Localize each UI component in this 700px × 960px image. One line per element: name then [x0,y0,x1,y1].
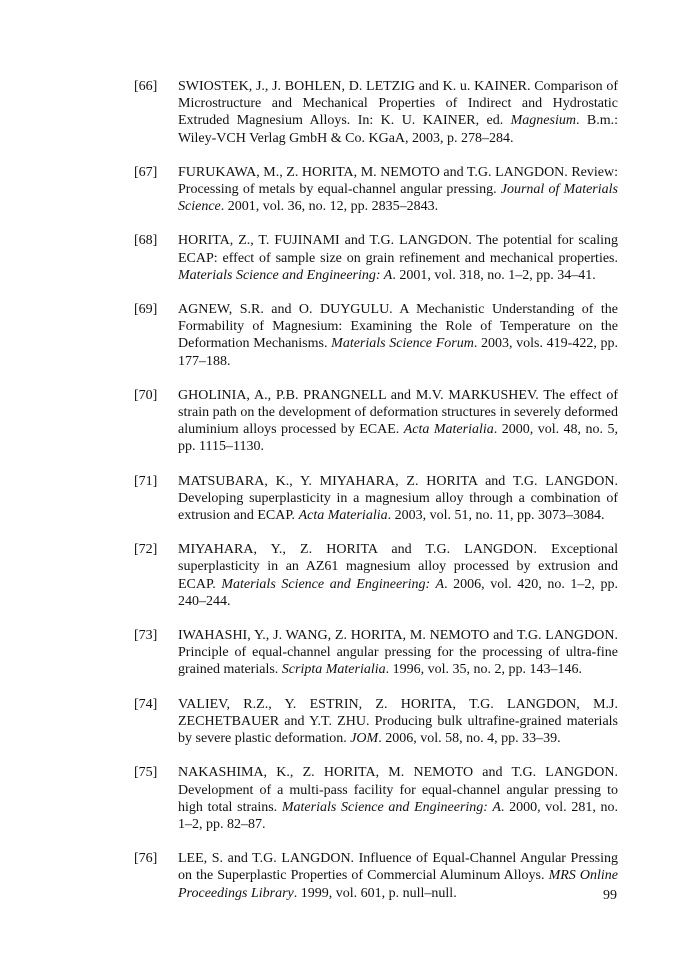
reference-entry [134,387,619,456]
reference-source: Materials Science Forum [331,336,474,352]
reference-number: [71] [134,473,158,489]
reference-entry [134,541,619,610]
reference-details: . B.m.: Wiley-VCH Verlag GmbH & Co. KGaA, 2003, p. 278–284. [178,113,618,146]
reference-source: JOM [350,731,379,747]
reference-source: Acta Materialia [403,422,494,438]
reference-number: [72] [134,542,158,558]
reference-text: NAKASHIMA, K., Z. HORITA, M. NEMOTO and T.G. LANGDON. Development of a multi-pass facility for equal-channel angular pressing to high total strains. [178,765,618,815]
reference-entry [134,473,618,525]
reference-details: . 2003, vols. 419-422, pp. 177–188. [178,336,619,369]
reference-text: FURUKAWA, M., Z. HORITA, M. NEMOTO and T.G. LANGDON. Review: Processing of metals by equal-channel angular pressing. [178,164,618,198]
reference-list [0,78,700,919]
reference-text: VALIEV, R.Z., Y. ESTRIN, Z. HORITA, T.G. LANGDON, M.J. ZECHETBAUER and Y.T. ZHU. Producing bulk ultrafine-grained materials by severe plastic deformation. [178,696,618,747]
reference-details: . 1999, vol. 601, p. null–null. [293,885,457,901]
reference-text: GHOLINIA, A., P.B. PRANGNELL and M.V. MARKUSHEV. The effect of strain path on the development of deformation structures in severely deformed aluminium alloys processed by ECAE. [178,387,618,438]
reference-source: Materials Science and Engineering: A [221,576,445,592]
reference-number: [67] [134,164,158,180]
reference-details: . 2006, vol. 58, no. 4, pp. 33–39. [378,731,561,747]
reference-text: LEE, S. and T.G. LANGDON. Influence of Equal-Channel Angular Pressing on the Superplastic Properties of Commercial Aluminum Alloys. [178,851,618,884]
reference-number: [74] [134,696,158,712]
reference-number: [75] [134,765,158,781]
reference-source: MRS Online Proceedings Library [178,868,618,901]
reference-text: HORITA, Z., T. FUJINAMI and T.G. LANGDON. The potential for scaling ECAP: effect of sample size on grain refinement and mechanical properties. [178,233,618,266]
reference-details: . 1996, vol. 35, no. 2, pp. 143–146. [385,662,583,678]
reference-text: AGNEW, S.R. and O. DUYGULU. A Mechanistic Understanding of the Formability of Magnesium: Examining the Role of Temperature on the Deformation Mechanisms. [178,302,618,352]
reference-details: . 2003, vol. 51, no. 11, pp. 3073–3084. [387,508,605,524]
reference-entry [134,850,618,902]
reference-source: Materials Science and Engineering: A [178,267,393,283]
reference-details: . 2001, vol. 36, no. 12, pp. 2835–2843. [220,199,439,215]
reference-details: . 2001, vol. 318, no. 1–2, pp. 34–41. [392,267,596,283]
reference-details: . 2006, vol. 420, no. 1–2, pp. 240–244. [178,576,619,609]
reference-entry [134,764,619,833]
reference-number: [69] [134,302,158,318]
reference-text: SWIOSTEK, J., J. BOHLEN, D. LETZIG and K. u. KAINER. Comparison of Microstructure and Mechanical Properties of Indirect and Hydrostatic Extruded Magnesium Alloys. In: K. U. KAINER, ed. [178,79,618,129]
reference-entry [134,627,618,679]
reference-source: Magnesium [510,113,576,129]
reference-details: . 2000, vol. 48, no. 5, pp. 1115–1130. [178,422,619,455]
reference-source: Journal of Materials Science [178,182,618,215]
reference-entry [134,78,618,147]
reference-entry [134,232,618,284]
reference-number: [73] [134,628,158,644]
reference-source: Materials Science and Engineering: A [281,799,501,815]
reference-number: [66] [134,79,158,94]
reference-number: [68] [134,233,158,249]
reference-entry [134,301,619,370]
reference-text: MATSUBARA, K., Y. MIYAHARA, Z. HORITA and T.G. LANGDON. Developing superplasticity in a magnesium alloy through a combination of extrusion and ECAP. [178,473,618,524]
page-number: 99 [603,888,617,903]
reference-source: Scripta Materialia [281,662,386,678]
reference-text: MIYAHARA, Y., Z. HORITA and T.G. LANGDON. Exceptional superplasticity in an AZ61 magnesium alloy processed by extrusion and ECAP. [178,542,618,592]
reference-entry [134,696,618,748]
reference-number: [70] [134,387,158,403]
reference-entry [134,164,618,216]
reference-number: [76] [134,851,158,867]
reference-details: . 2000, vol. 281, no. 1–2, pp. 82–87. [178,799,619,832]
reference-text: IWAHASHI, Y., J. WANG, Z. HORITA, M. NEMOTO and T.G. LANGDON. Principle of equal-channel angular pressing for the processing of ultra-fine grained materials. [178,628,618,678]
reference-source: Acta Materialia [298,508,388,524]
